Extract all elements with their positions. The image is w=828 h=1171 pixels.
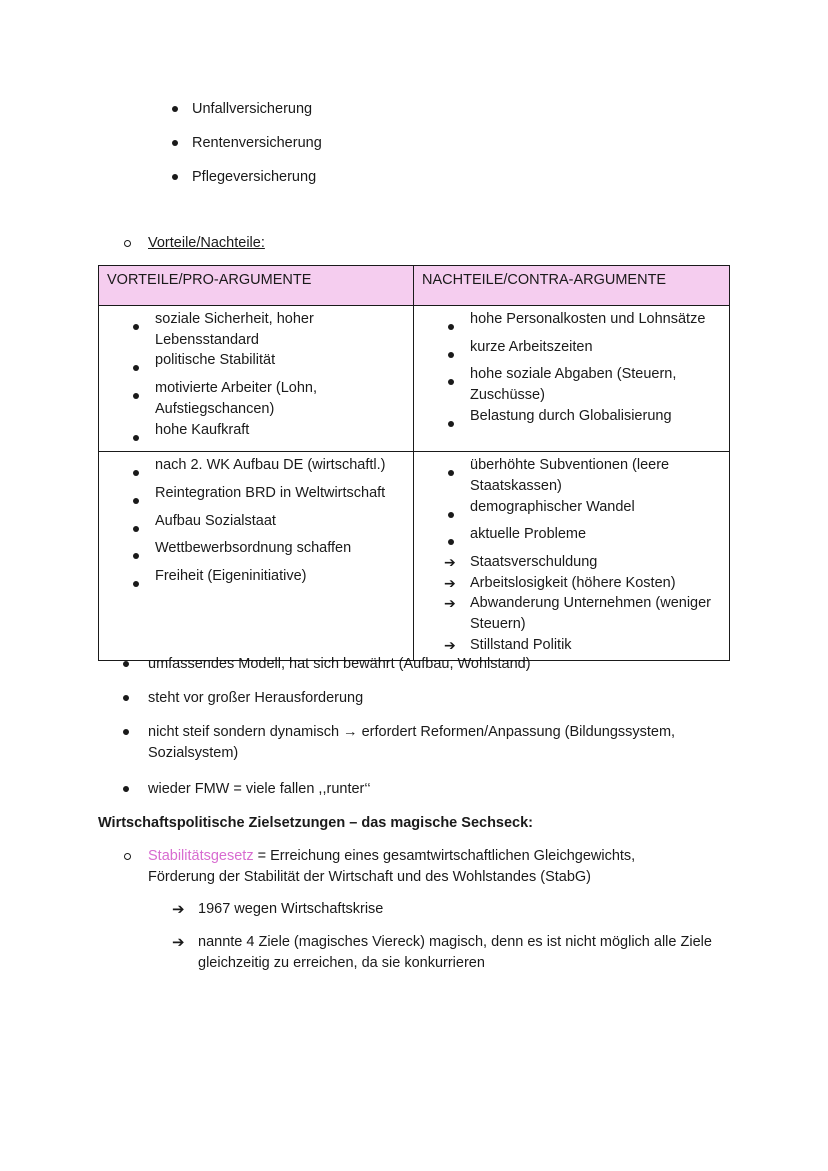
bullet-icon: [133, 324, 139, 330]
section-title: Wirtschaftspolitische Zielsetzungen – das magische Sechseck:: [98, 815, 534, 831]
pros-cons-table: [98, 265, 730, 661]
list-item: kurze Arbeitszeiten: [414, 337, 729, 365]
table-cell: [414, 306, 730, 452]
circle-bullet-icon: [124, 853, 131, 860]
list-item: umfassendes Modell, hat sich bewährt (Aufbau, Wohlstand): [123, 654, 531, 675]
bullet-icon: [448, 352, 454, 358]
bullet-icon: [172, 174, 178, 180]
list-item: Pflegeversicherung: [172, 167, 316, 188]
arrow-right-icon: ➔: [444, 595, 456, 612]
list-item: Aufbau Sozialstaat: [99, 511, 413, 539]
bullet-icon: [133, 470, 139, 476]
list-item: nicht steif sondern dynamisch → erfordert Reformen/Anpassung (Bildungssystem, Sozialsystem): [123, 722, 723, 764]
table-header-contra: NACHTEILE/CONTRA-ARGUMENTE: [414, 266, 730, 306]
bullet-icon: [448, 512, 454, 518]
list-item: wieder FMW = viele fallen ,,runter‘‘: [123, 779, 371, 800]
list-item: ➔ Stillstand Politik: [414, 635, 729, 656]
list-item: aktuelle Probleme: [414, 524, 729, 552]
list-item: nach 2. WK Aufbau DE (wirtschaftl.): [99, 455, 413, 483]
list-item: Wettbewerbsordnung schaffen: [99, 538, 413, 566]
bullet-icon: [448, 379, 454, 385]
bullet-icon: [123, 729, 129, 735]
arrow-right-icon: ➔: [444, 554, 456, 571]
arrow-right-icon: ➔: [444, 574, 456, 591]
list-item: ➔ Arbeitslosigkeit (höhere Kosten): [414, 573, 729, 594]
arrow-right-icon: ➔: [444, 636, 456, 653]
list-item: Unfallversicherung: [172, 99, 312, 120]
bullet-icon: [133, 393, 139, 399]
bullet-icon: [448, 539, 454, 545]
bullet-icon: [133, 553, 139, 559]
bullet-icon: [133, 581, 139, 587]
list-item: Rentenversicherung: [172, 133, 322, 154]
list-item: hohe Kaufkraft: [99, 420, 413, 448]
bullet-icon: [133, 526, 139, 532]
table-cell: [99, 452, 414, 660]
arrow-right-icon: →: [343, 724, 358, 740]
bullet-icon: [123, 695, 129, 701]
bullet-icon: [123, 786, 129, 792]
table-cell: [414, 452, 730, 660]
bullet-icon: [133, 435, 139, 441]
bullet-icon: [133, 365, 139, 371]
table-header-pro: VORTEILE/PRO-ARGUMENTE: [99, 266, 414, 306]
circle-bullet-icon: [124, 240, 131, 247]
table-cell: [99, 306, 414, 452]
bullet-icon: [123, 661, 129, 667]
bullet-icon: [448, 470, 454, 476]
list-item: Belastung durch Globalisierung: [414, 406, 729, 434]
arrow-right-icon: ➔: [172, 934, 185, 951]
list-item: motivierte Arbeiter (Lohn, Aufstiegschancen): [99, 378, 413, 419]
list-item: Freiheit (Eigeninitiative): [99, 566, 413, 594]
list-item: politische Stabilität: [99, 350, 413, 378]
list-item: ➔ 1967 wegen Wirtschaftskrise: [172, 901, 384, 918]
list-item: ➔ nannte 4 Ziele (magisches Viereck) magisch, denn es ist nicht möglich alle Ziele gleichzeitig zu erreichen, da sie konkurrieren: [172, 934, 712, 971]
section-heading: Vorteile/Nachteile:: [124, 233, 265, 254]
arrow-right-icon: ➔: [172, 901, 185, 918]
list-item: demographischer Wandel: [414, 497, 729, 525]
bullet-icon: [448, 324, 454, 330]
bullet-icon: [172, 106, 178, 112]
list-item: ➔ Abwanderung Unternehmen (weniger Steuern): [414, 593, 729, 634]
list-item: hohe soziale Abgaben (Steuern, Zuschüsse): [414, 364, 729, 405]
bullet-icon: [172, 140, 178, 146]
list-item: soziale Sicherheit, hoher Lebensstandard: [99, 309, 413, 350]
list-item: überhöhte Subventionen (leere Staatskassen): [414, 455, 729, 496]
definition-item: Stabilitätsgesetz = Erreichung eines gesamtwirtschaftlichen Gleichgewichts, Förderung der Stabilität der Wirtschaft und des Wohlstandes (StabG): [124, 846, 684, 888]
bullet-icon: [448, 421, 454, 427]
stab-term: Stabilitätsgesetz: [148, 848, 254, 864]
list-item: Reintegration BRD in Weltwirtschaft: [99, 483, 413, 511]
bullet-icon: [133, 498, 139, 504]
list-item: hohe Personalkosten und Lohnsätze: [414, 309, 729, 337]
list-item: ➔ Staatsverschuldung: [414, 552, 729, 573]
list-item: steht vor großer Herausforderung: [123, 688, 363, 709]
